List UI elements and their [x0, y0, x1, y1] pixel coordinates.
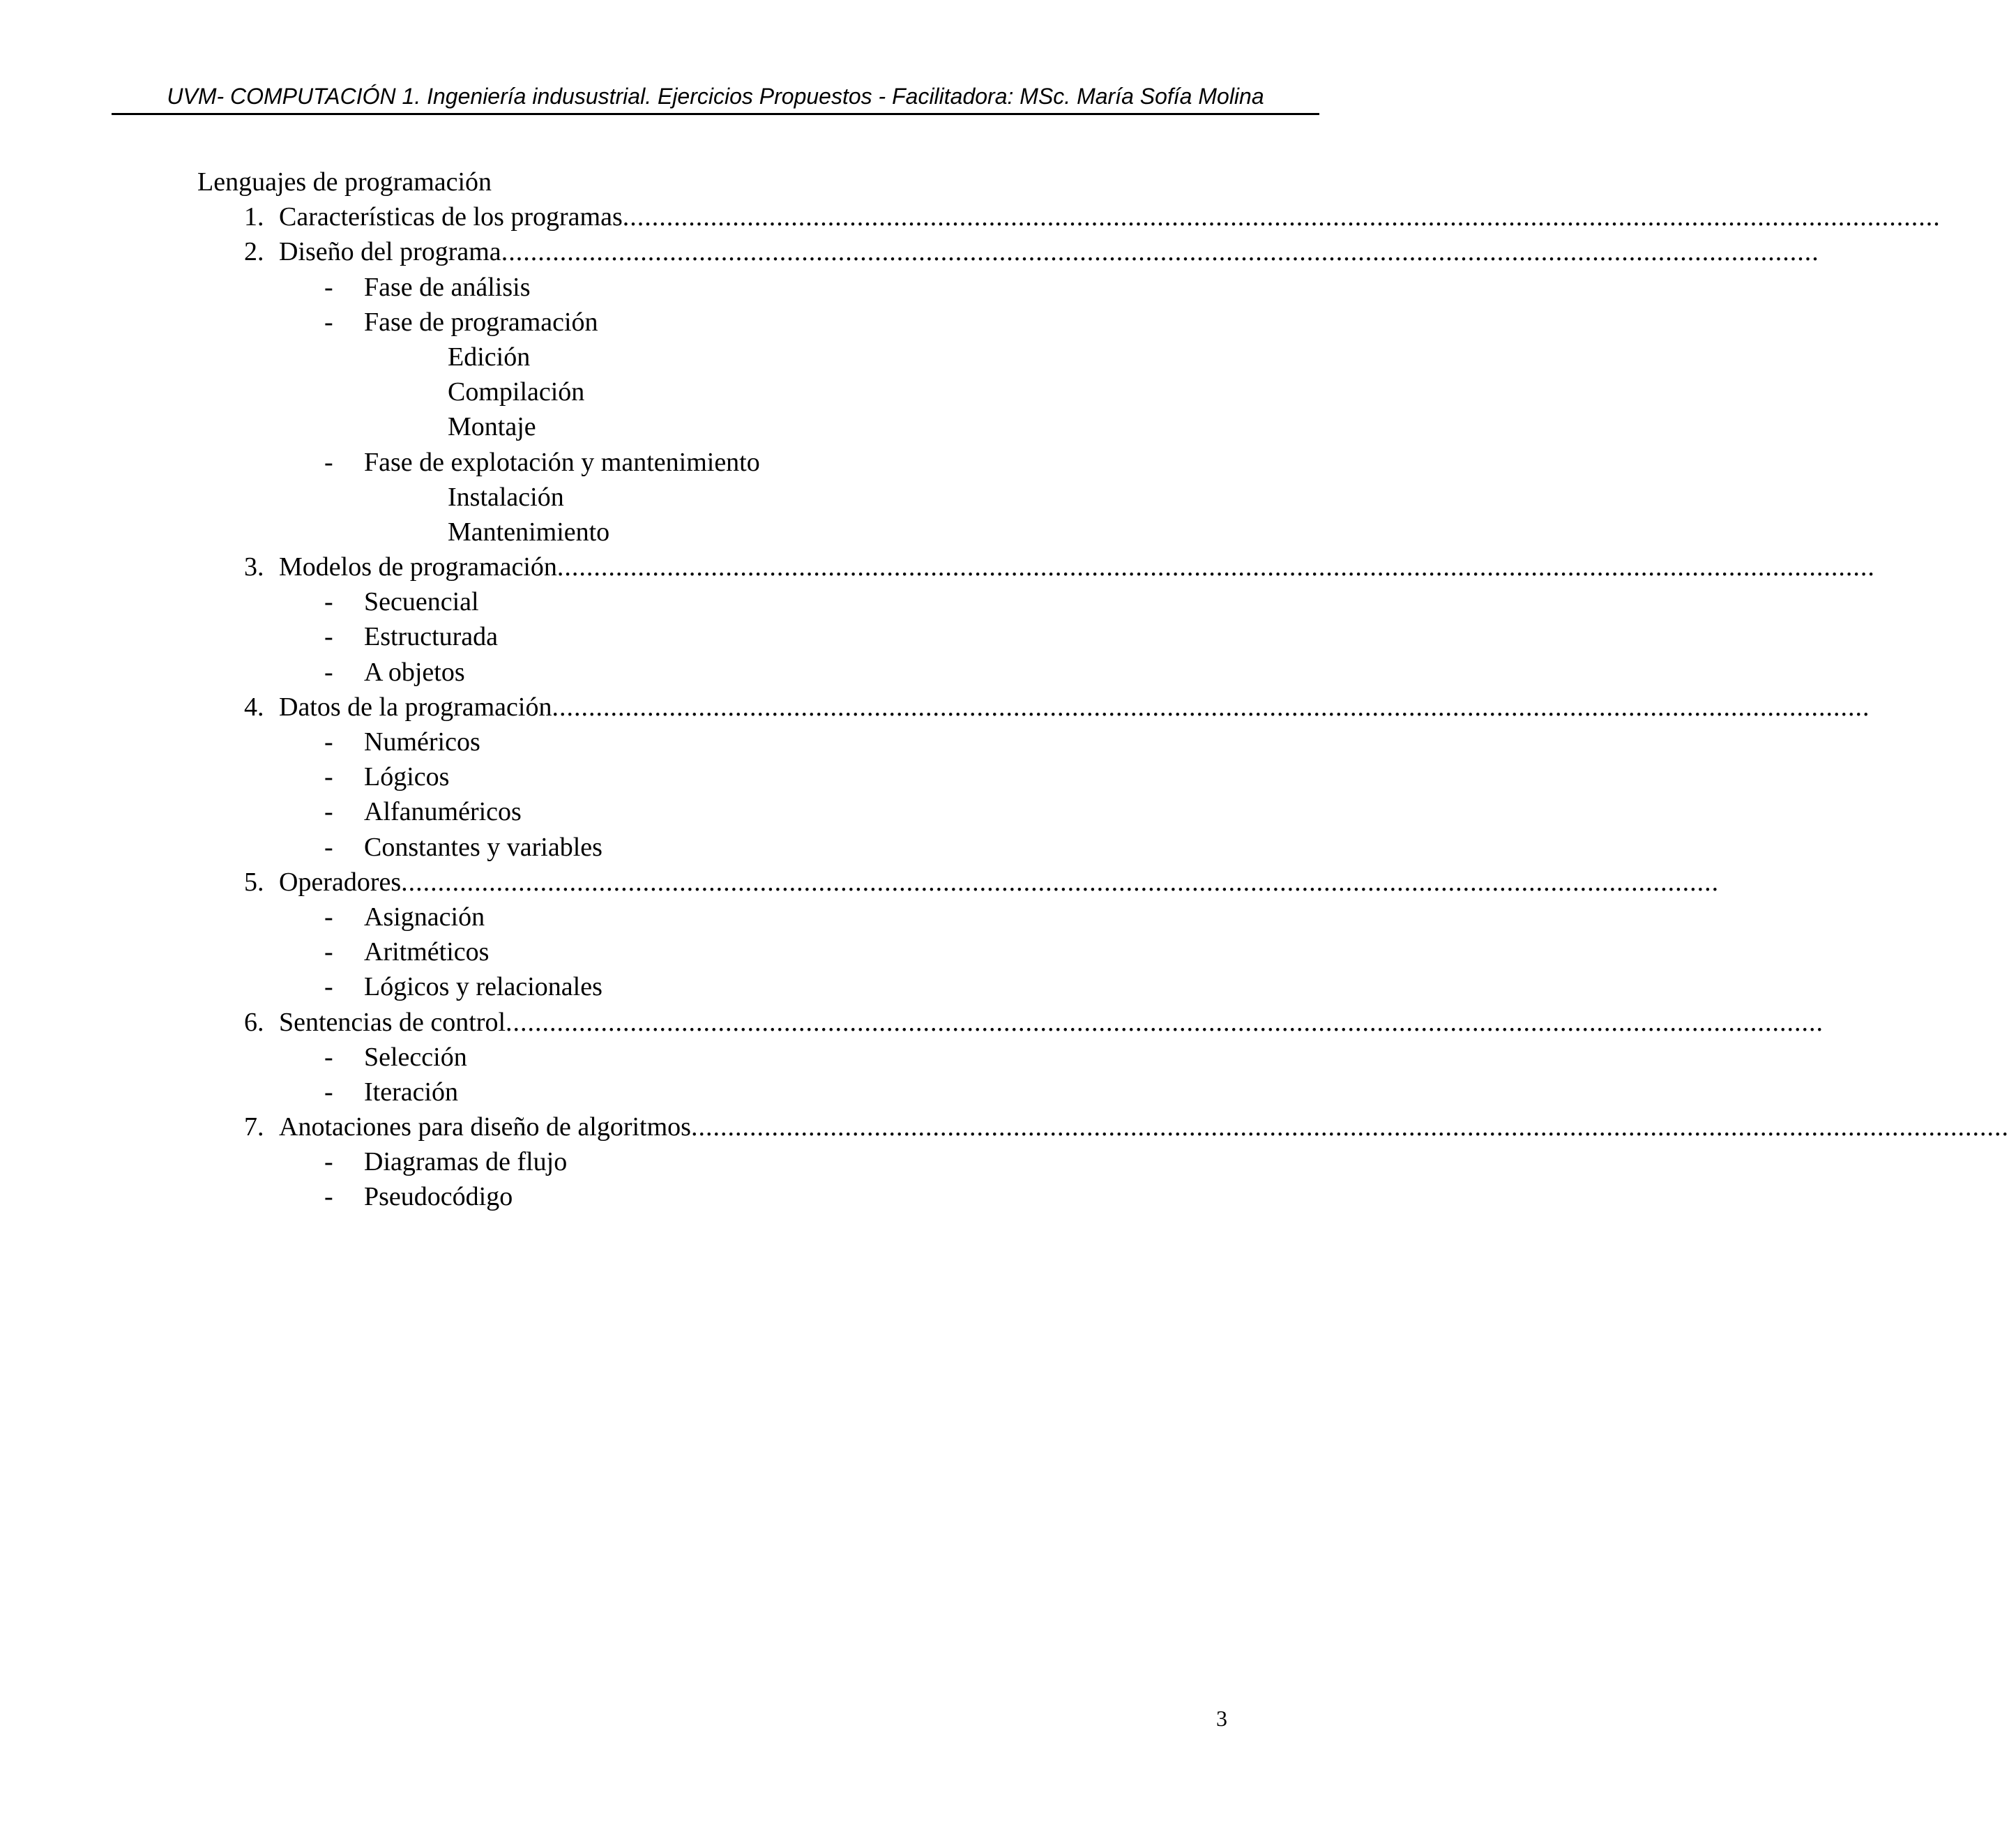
section-number: 1.	[244, 202, 264, 232]
item-label: Fase de explotación y mantenimiento	[364, 447, 760, 477]
item-dash: -	[324, 797, 333, 827]
item-label: Selección	[364, 1042, 467, 1072]
section-entry	[279, 234, 1819, 269]
section-entry	[279, 690, 1870, 725]
item-label: Lógicos	[364, 762, 450, 792]
section-label: Diseño del programa	[279, 237, 501, 267]
item-dash: -	[324, 1042, 333, 1072]
subitem-label: Edición	[448, 342, 531, 372]
toc-subitem	[0, 409, 1428, 444]
section-entry	[279, 1005, 1824, 1040]
item-dash: -	[324, 937, 333, 967]
toc-item	[0, 1075, 1428, 1109]
toc-section	[0, 199, 1941, 234]
toc-section	[0, 1005, 1824, 1040]
item-dash: -	[324, 622, 333, 652]
subitem-label: Montaje	[448, 412, 536, 442]
item-label: Asignación	[364, 902, 485, 932]
item-label: Estructurada	[364, 622, 499, 652]
item-label: Fase de análisis	[364, 272, 531, 302]
subitem-label: Instalación	[448, 482, 564, 512]
toc-subitem	[0, 374, 1428, 409]
toc-section	[0, 865, 1720, 900]
toc-item	[0, 725, 1428, 759]
toc-item	[0, 584, 1428, 619]
item-label: Alfanuméricos	[364, 797, 522, 827]
item-label: Constantes y variables	[364, 832, 602, 862]
section-number: 6.	[244, 1007, 264, 1037]
item-label: A objetos	[364, 657, 465, 687]
dot-leader: ....................................................................................................................................................................................	[501, 237, 1819, 267]
item-label: Aritméticos	[364, 937, 490, 967]
section-entry	[279, 1109, 2009, 1144]
toc-item	[0, 619, 1428, 654]
toc-item	[0, 794, 1428, 829]
item-label: Fase de programación	[364, 307, 598, 337]
item-label: Pseudocódigo	[364, 1182, 513, 1212]
section-number: 4.	[244, 692, 264, 722]
item-label: Lógicos y relacionales	[364, 972, 602, 1002]
page-header: UVM- COMPUTACIÓN 1. Ingeniería indusustrial. Ejercicios Propuestos - Facilitadora: MSc. María Sofía Molina	[167, 84, 1264, 109]
header-rule	[112, 113, 1319, 115]
section-entry	[279, 199, 1941, 234]
toc-item	[0, 969, 1428, 1004]
section-number: 3.	[244, 552, 264, 582]
section-label: Sentencias de control	[279, 1007, 506, 1037]
item-dash: -	[324, 307, 333, 337]
toc-section	[0, 234, 1819, 269]
item-dash: -	[324, 727, 333, 757]
page-number: 3	[1216, 1706, 1227, 1731]
item-dash: -	[324, 762, 333, 792]
section-label: Operadores	[279, 867, 402, 897]
item-dash: -	[324, 1077, 333, 1107]
toc-title: Lenguajes de programación	[197, 167, 492, 197]
section-number: 7.	[244, 1112, 264, 1142]
toc-item	[0, 655, 1428, 690]
toc-section	[0, 1109, 2009, 1144]
item-dash: -	[324, 657, 333, 687]
toc-item	[0, 1144, 1428, 1179]
toc-item	[0, 445, 1428, 480]
item-label: Iteración	[364, 1077, 459, 1107]
toc-subitem	[0, 480, 1428, 515]
toc-item	[0, 900, 1428, 934]
section-label: Anotaciones para diseño de algoritmos	[279, 1112, 691, 1142]
subitem-label: Mantenimiento	[448, 517, 610, 547]
toc-item	[0, 270, 1428, 305]
item-dash: -	[324, 972, 333, 1002]
toc-item	[0, 1179, 1428, 1214]
item-dash: -	[324, 1147, 333, 1177]
dot-leader: ....................................................................................................................................................................................	[401, 867, 1720, 897]
item-label: Numéricos	[364, 727, 480, 757]
dot-leader: ....................................................................................................................................................................................	[690, 1112, 2009, 1142]
item-label: Secuencial	[364, 587, 479, 617]
toc-item	[0, 1040, 1428, 1075]
section-entry	[279, 865, 1720, 900]
item-dash: -	[324, 587, 333, 617]
table-of-contents	[0, 165, 2009, 1215]
toc-section	[0, 690, 1870, 725]
dot-leader: ....................................................................................................................................................................................	[552, 692, 1870, 722]
toc-item	[0, 759, 1428, 794]
toc-item	[0, 830, 1428, 865]
item-dash: -	[324, 902, 333, 932]
section-label: Modelos de programación	[279, 552, 557, 582]
item-dash: -	[324, 832, 333, 862]
item-dash: -	[324, 447, 333, 477]
item-label: Diagramas de flujo	[364, 1147, 568, 1177]
item-dash: -	[324, 1182, 333, 1212]
toc-item	[0, 305, 1428, 340]
section-label: Características de los programas	[279, 202, 623, 232]
dot-leader: ....................................................................................................................................................................................	[506, 1007, 1824, 1037]
toc-subitem	[0, 515, 1428, 550]
item-dash: -	[324, 272, 333, 302]
toc-subitem	[0, 340, 1428, 374]
dot-leader: ....................................................................................................................................................................................	[622, 202, 1941, 232]
section-entry	[279, 550, 1875, 584]
toc-item	[0, 934, 1428, 969]
section-label: Datos de la programación	[279, 692, 552, 722]
subitem-label: Compilación	[448, 377, 585, 407]
dot-leader: ....................................................................................................................................................................................	[556, 552, 1875, 582]
section-number: 2.	[244, 237, 264, 267]
toc-section	[0, 550, 1875, 584]
section-number: 5.	[244, 867, 264, 897]
